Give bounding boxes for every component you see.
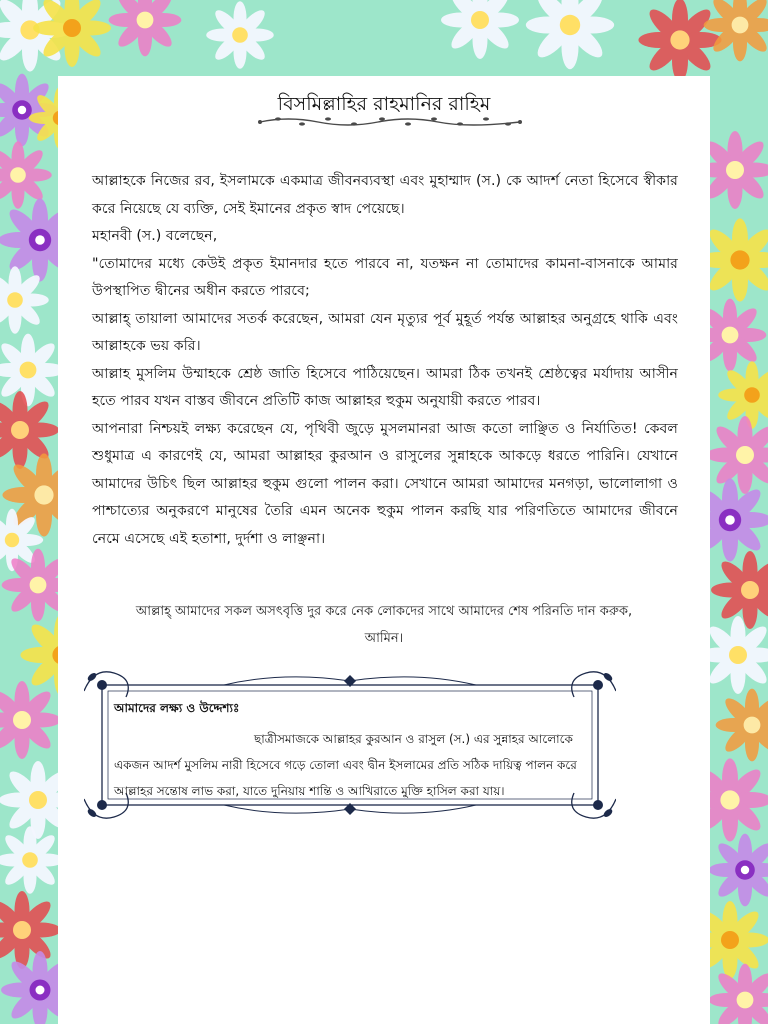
paragraph-hadith-intro: মহানবী (স.) বলেছেন, [92, 228, 218, 244]
prayer-amen: আমিন। [364, 631, 404, 646]
goals-line-3: আল্লাহর সন্তোষ লাভ করা, যাতে দুনিয়ায় শান্তি ও আখিরাতে মুক্তি হাসিল করা যায়। [114, 784, 505, 798]
paragraph-condition: আপনারা নিশ্চয়ই লক্ষ্য করেছেন যে, পৃথিবী জুড়ে মুসলমানরা আজ কতো লাঞ্ছিত ও নির্যাতিত! কেবল শুধুমাত্র এ কারণেই যে, আমরা আল্লাহর কুরআন ও রাসুলের সুন্নাহকে আকড়ে ধরতে পারিনি। যেখানে আমাদের উচিৎ ছিল আল্লাহর হুকুম গুলো পালন করা। সেখানে আমরা আমাদের মনগড়া, ভালোলাগা ও পাশ্চাত্যের অনুকরণে মানুষের তৈরি এমন অনেক হুকুম পালন করছি যার পরিণতিতে আমাদের জীবনে নেমে এসেছে এই হতাশা, দুর্দশা ও লাঞ্ছনা। [92, 420, 678, 547]
page-title: বিসমিল্লাহির রাহমানির রাহিম [277, 93, 491, 115]
paragraph-hadith: "তোমাদের মধ্যে কেউই প্রকৃত ইমানদার হতে পারবে না, যতক্ষন না তোমাদের কামনা-বাসনাকে আমার উপস্থাপিত দ্বীনের অধীন করতে পারবে; [92, 255, 678, 299]
paragraph-warning: আল্লাহ্‌ তায়ালা আমাদের সতর্ক করেছেন, আমরা যেন মৃত্যুর পূর্ব মুহূর্ত পর্যন্ত আল্লাহর অনুগ্রহে থাকি এবং আল্লাহকে ভয় করি। [92, 310, 678, 354]
prayer-line: আল্লাহ্‌ আমাদের সকল অসৎবৃত্তি দুর করে নেক লোকদের সাথে আমাদের শেষ পরিনতি দান করুক, [135, 604, 633, 619]
letter-page [58, 76, 710, 1024]
goals-line-1: ছাত্রীসমাজকে আল্লাহর কুরআন ও রাসুল (স.) এর সুন্নাহর আলোকে [254, 732, 573, 746]
goals-line-2: একজন আদর্শ মুসলিম নারী হিসেবে গড়ে তোলা এবং দ্বীন ইসলামের প্রতি সঠিক দায়িত্ব পালন করে [114, 758, 577, 772]
closing-prayer [78, 598, 690, 652]
main-body [92, 168, 678, 553]
paragraph-iman: আল্লাহকে নিজের রব, ইসলামকে একমাত্র জীবনব্যবস্থা এবং মুহাম্মাদ (স.) কে আদর্শ নেতা হিসেবে স্বীকার করে নিয়েছে যে ব্যক্তি, সেই ইমানের প্রকৃত স্বাদ পেয়েছে। [92, 173, 678, 217]
goals-heading: আমাদের লক্ষ্য ও উদ্দেশ্যঃ [114, 701, 240, 715]
vine-ornament-icon [258, 114, 522, 128]
paragraph-ummah: আল্লাহ মুসলিম উম্মাহকে শ্রেষ্ঠ জাতি হিসেবে পাঠিয়েছেন। আমরা ঠিক তখনই শ্রেষ্ঠত্বের মর্যাদায় আসীন হতে পারব যখন বাস্তব জীবনে প্রতিটি কাজ আল্লাহর হুকুম অনুযায়ী করতে পারব। [92, 365, 678, 409]
goals-section [114, 700, 594, 804]
